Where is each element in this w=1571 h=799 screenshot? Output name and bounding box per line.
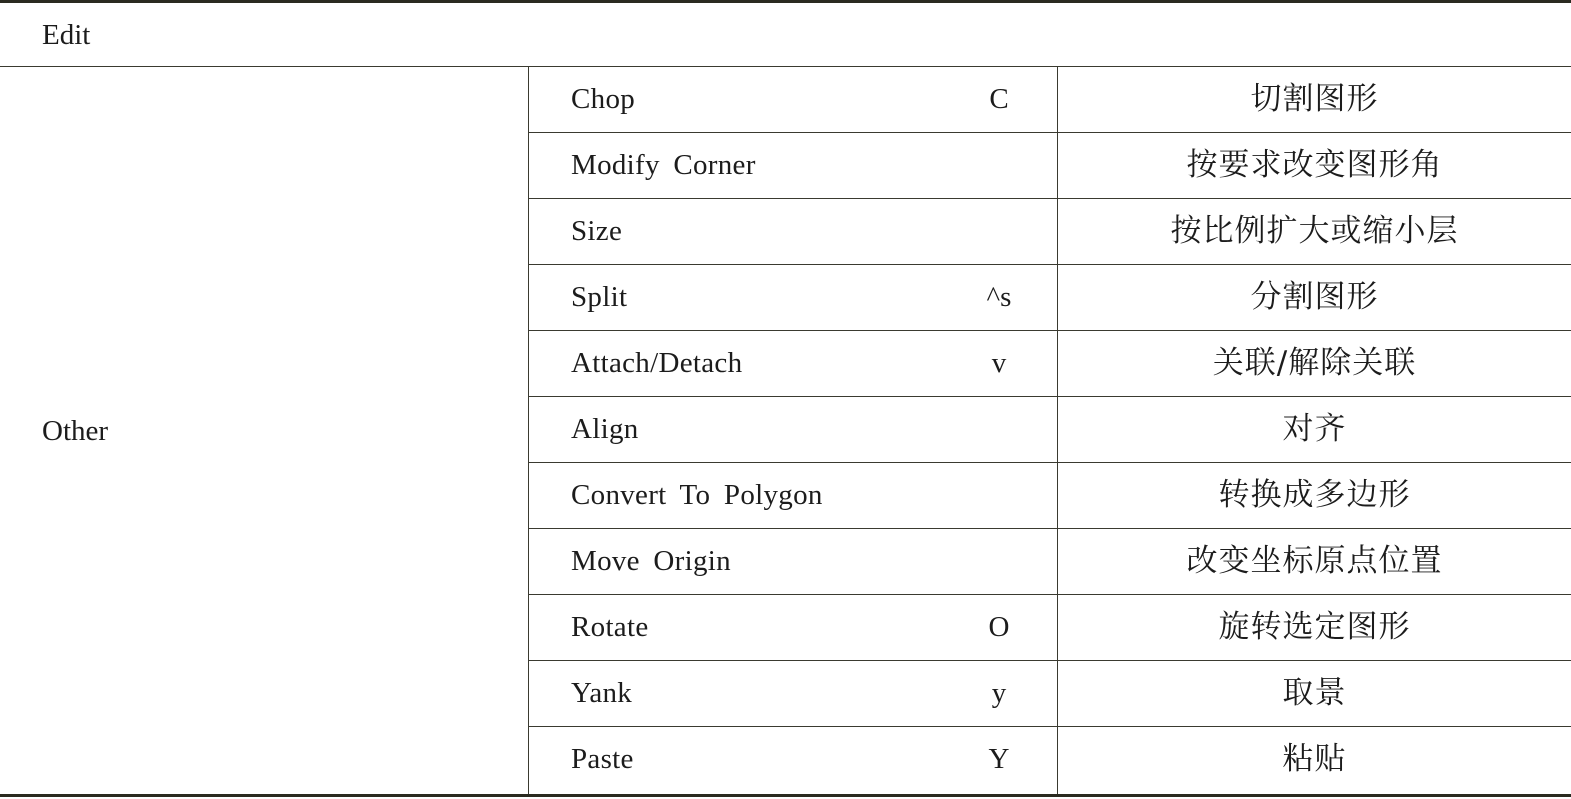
- command-name: Chop: [571, 83, 636, 115]
- shortcut-key: y: [991, 677, 1007, 709]
- table-row: [529, 133, 1571, 199]
- table-row: [529, 661, 1571, 727]
- table-row: [529, 331, 1571, 397]
- command-description: 按比例扩大或缩小层: [1170, 213, 1459, 249]
- shortcut-key: ^s: [986, 281, 1012, 313]
- command-description: 取景: [1282, 675, 1347, 711]
- command-description: 旋转选定图形: [1218, 609, 1411, 645]
- command-name: Rotate: [571, 611, 649, 643]
- menu-title: Edit: [42, 19, 91, 51]
- shortcut-key: O: [988, 611, 1010, 643]
- command-description: 粘贴: [1282, 741, 1347, 777]
- command-description: 对齐: [1282, 411, 1347, 447]
- command-description: 分割图形: [1250, 279, 1379, 315]
- command-name: Yank: [571, 677, 633, 709]
- shortcut-key: v: [991, 347, 1007, 379]
- table-row: [529, 67, 1571, 133]
- command-name: Convert To Polygon: [571, 479, 823, 511]
- shortcut-key: Y: [988, 743, 1010, 775]
- table-row: [529, 727, 1571, 794]
- command-description: 改变坐标原点位置: [1186, 543, 1443, 579]
- command-name: Align: [571, 413, 639, 445]
- table-row: [529, 463, 1571, 529]
- command-name: Size: [571, 215, 623, 247]
- command-name: Modify Corner: [571, 149, 756, 181]
- table-row: [529, 265, 1571, 331]
- command-description: 切割图形: [1250, 81, 1379, 117]
- command-name: Split: [571, 281, 628, 313]
- command-rows: [529, 67, 1571, 794]
- command-name: Attach/Detach: [571, 347, 743, 379]
- command-name: Move Origin: [571, 545, 731, 577]
- shortcut-key: C: [989, 83, 1009, 115]
- table-row: [529, 397, 1571, 463]
- group-cell: [0, 67, 529, 794]
- command-name: Paste: [571, 743, 634, 775]
- table-row: [529, 199, 1571, 265]
- table-header-row: [0, 3, 1571, 67]
- command-description: 转换成多边形: [1218, 477, 1411, 513]
- table-row: [529, 595, 1571, 661]
- group-label: Other: [42, 415, 109, 447]
- table-row: [529, 529, 1571, 595]
- command-description: 关联/解除关联: [1212, 345, 1417, 381]
- table-bottom-rule: [0, 794, 1571, 797]
- command-description: 按要求改变图形角: [1186, 147, 1443, 183]
